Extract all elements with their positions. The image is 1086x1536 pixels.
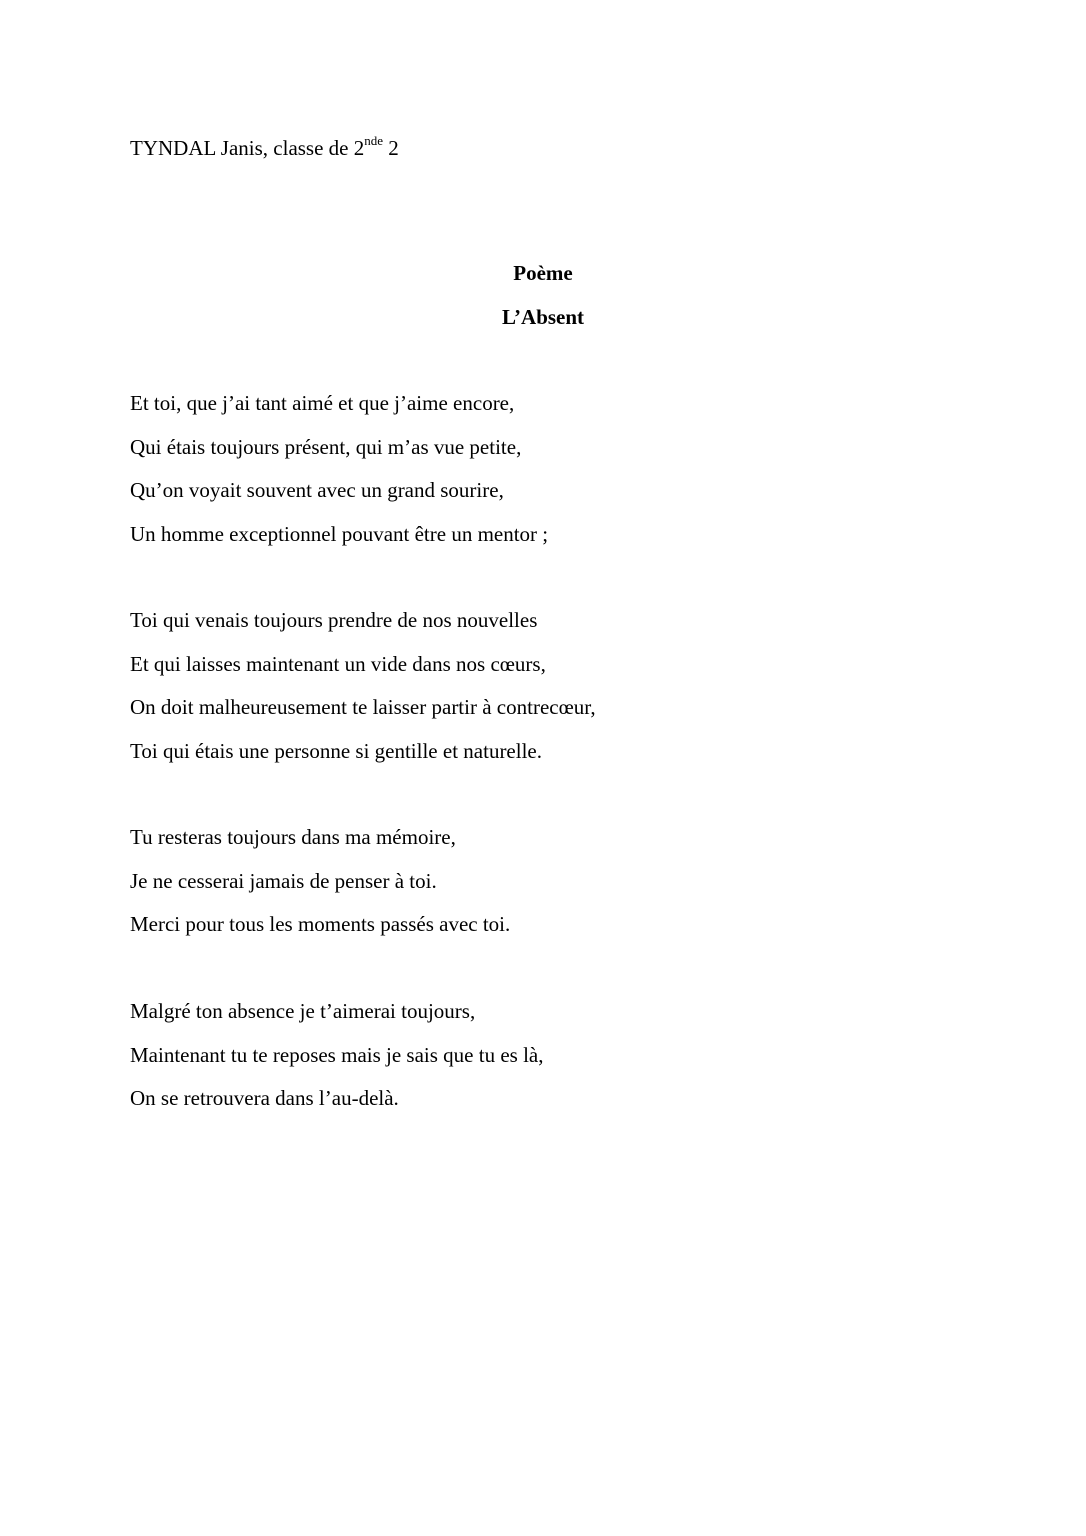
verse-line: On se retrouvera dans l’au-delà. <box>130 1086 399 1111</box>
poem-title: L’Absent <box>501 305 585 329</box>
verse-line: Toi qui venais toujours prendre de nos nouvelles <box>130 608 538 632</box>
verse-line: Je ne cesserai jamais de penser à toi. <box>130 868 437 893</box>
author-name-class: TYNDAL Janis, classe de 2 <box>130 136 365 160</box>
stanza-1 <box>130 389 548 563</box>
verse-line: Merci pour tous les moments passés avec toi. <box>130 912 511 937</box>
genre-heading: Poème <box>513 261 573 285</box>
stanza-3 <box>130 823 510 954</box>
verse-line: Et toi, que j’ai tant aimé et que j’aime encore, <box>130 391 515 415</box>
stanza-2 <box>130 606 596 780</box>
verse-line: Un homme exceptionnel pouvant être un mentor ; <box>130 521 549 546</box>
verse-line: Tu resteras toujours dans ma mémoire, <box>130 825 456 849</box>
verse-line: Maintenant tu te reposes mais je sais que tu es là, <box>130 1042 544 1067</box>
author-class-line <box>130 129 399 162</box>
verse-line: Qui étais toujours présent, qui m’as vue petite, <box>130 434 522 459</box>
grade-superscript: nde <box>364 133 384 148</box>
verse-line: Toi qui étais une personne si gentille et naturelle. <box>130 738 542 763</box>
verse-line: On doit malheureusement te laisser partir à contrecœur, <box>130 695 596 720</box>
stanza-4 <box>130 997 543 1128</box>
verse-line: Malgré ton absence je t’aimerai toujours, <box>130 999 476 1023</box>
verse-line: Et qui laisses maintenant un vide dans nos cœurs, <box>130 651 546 676</box>
verse-line: Qu’on voyait souvent avec un grand sourire, <box>130 478 504 503</box>
class-number: 2 <box>383 136 399 160</box>
